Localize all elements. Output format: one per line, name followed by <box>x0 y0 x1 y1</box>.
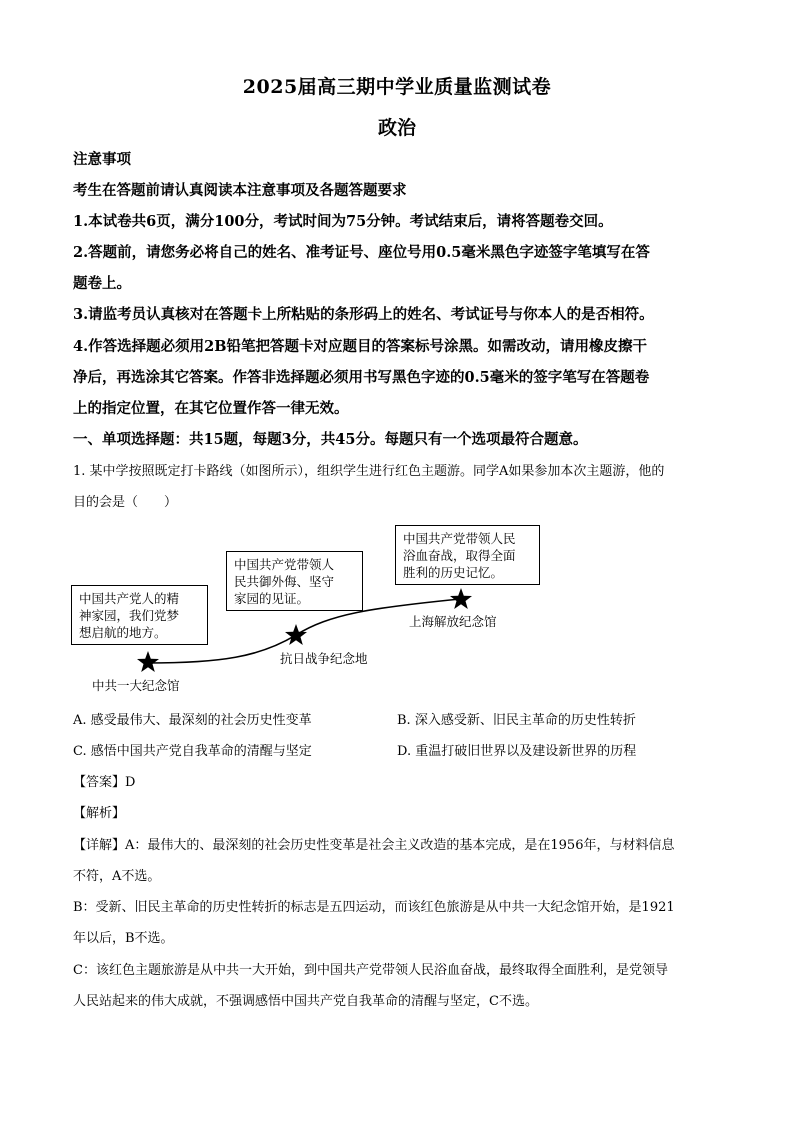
route-diagram <box>70 522 550 700</box>
option-d: D. 重温打破旧世界以及建设新世界的历程 <box>397 744 637 759</box>
detail-line: 年以后，B不选。 <box>73 931 174 946</box>
stop-label-1: 中共一大纪念馆 <box>92 678 180 693</box>
detail-line: 【详解】A：最伟大的、最深刻的社会历史性变革是社会主义改造的基本完成，是在1956年，与材料信息 <box>73 838 675 853</box>
stop-note-3: 中国共产党带领人民 浴血奋战，取得全面 胜利的历史记忆。 <box>395 525 540 585</box>
option-b: B. 深入感受新、旧民主革命的历史性转折 <box>397 713 636 728</box>
notice-item-1: 1.本试卷共6页，满分100分，考试时间为75分钟。考试结束后，请将答题卷交回。 <box>73 213 613 230</box>
detail-line: 不符，A不选。 <box>73 869 161 884</box>
page-title: 2025届高三期中学业质量监测试卷 <box>242 76 552 98</box>
notice-item-4-cont-1: 净后，再选涂其它答案。作答非选择题必须用书写黑色字迹的0.5毫米的签字笔写在答题卷 <box>73 369 650 386</box>
star-icon <box>136 650 160 674</box>
answer-line: 【答案】D <box>73 775 136 790</box>
question-stem-cont: 目的会是（ ） <box>73 495 178 510</box>
stop-note-1: 中国共产党人的精 神家园，我们党梦 想启航的地方。 <box>71 585 208 645</box>
detail-line: 人民站起来的伟大成就，不强调感悟中国共产党自我革命的清醒与坚定，C不选。 <box>73 994 538 1009</box>
option-a: A. 感受最伟大、最深刻的社会历史性变革 <box>73 713 312 728</box>
notice-item-2-cont: 题卷上。 <box>73 275 131 292</box>
notice-item-3: 3.请监考员认真核对在答题卡上所粘贴的条形码上的姓名、考试证号与你本人的是否相符。 <box>73 306 654 323</box>
stop-label-3: 上海解放纪念馆 <box>409 614 497 629</box>
notice-heading: 注意事项 <box>73 151 131 168</box>
notice-intro: 考生在答题前请认真阅读本注意事项及各题答题要求 <box>73 182 407 199</box>
question-stem: 1. 某中学按照既定打卡路线（如图所示），组织学生进行红色主题游。同学A如果参加本次主题游，他的 <box>73 464 665 479</box>
star-icon <box>449 587 473 611</box>
star-icon <box>284 623 308 647</box>
stop-label-2: 抗日战争纪念地 <box>280 651 368 666</box>
section-heading: 一、单项选择题：共15题，每题3分，共45分。每题只有一个选项最符合题意。 <box>73 431 588 448</box>
detail-line: C：该红色主题旅游是从中共一大开始，到中国共产党带领人民浴血奋战，最终取得全面胜利，是党领导 <box>73 963 668 978</box>
option-c: C. 感悟中国共产党自我革命的清醒与坚定 <box>73 744 312 759</box>
notice-item-2: 2.答题前，请您务必将自己的姓名、准考证号、座位号用0.5毫米黑色字迹签字笔填写在答 <box>73 244 650 261</box>
stop-note-2: 中国共产党带领人 民共御外侮、坚守 家园的见证。 <box>226 551 363 611</box>
notice-item-4: 4.作答选择题必须用2B铅笔把答题卡对应题目的答案标号涂黑。如需改动，请用橡皮擦干 <box>73 338 647 355</box>
notice-item-4-cont-2: 上的指定位置，在其它位置作答一律无效。 <box>73 400 349 417</box>
subject-title: 政治 <box>377 117 416 139</box>
analysis-label: 【解析】 <box>73 806 126 821</box>
detail-line: B：受新、旧民主革命的历史性转折的标志是五四运动，而该红色旅游是从中共一大纪念馆开始，是1921 <box>73 900 675 915</box>
